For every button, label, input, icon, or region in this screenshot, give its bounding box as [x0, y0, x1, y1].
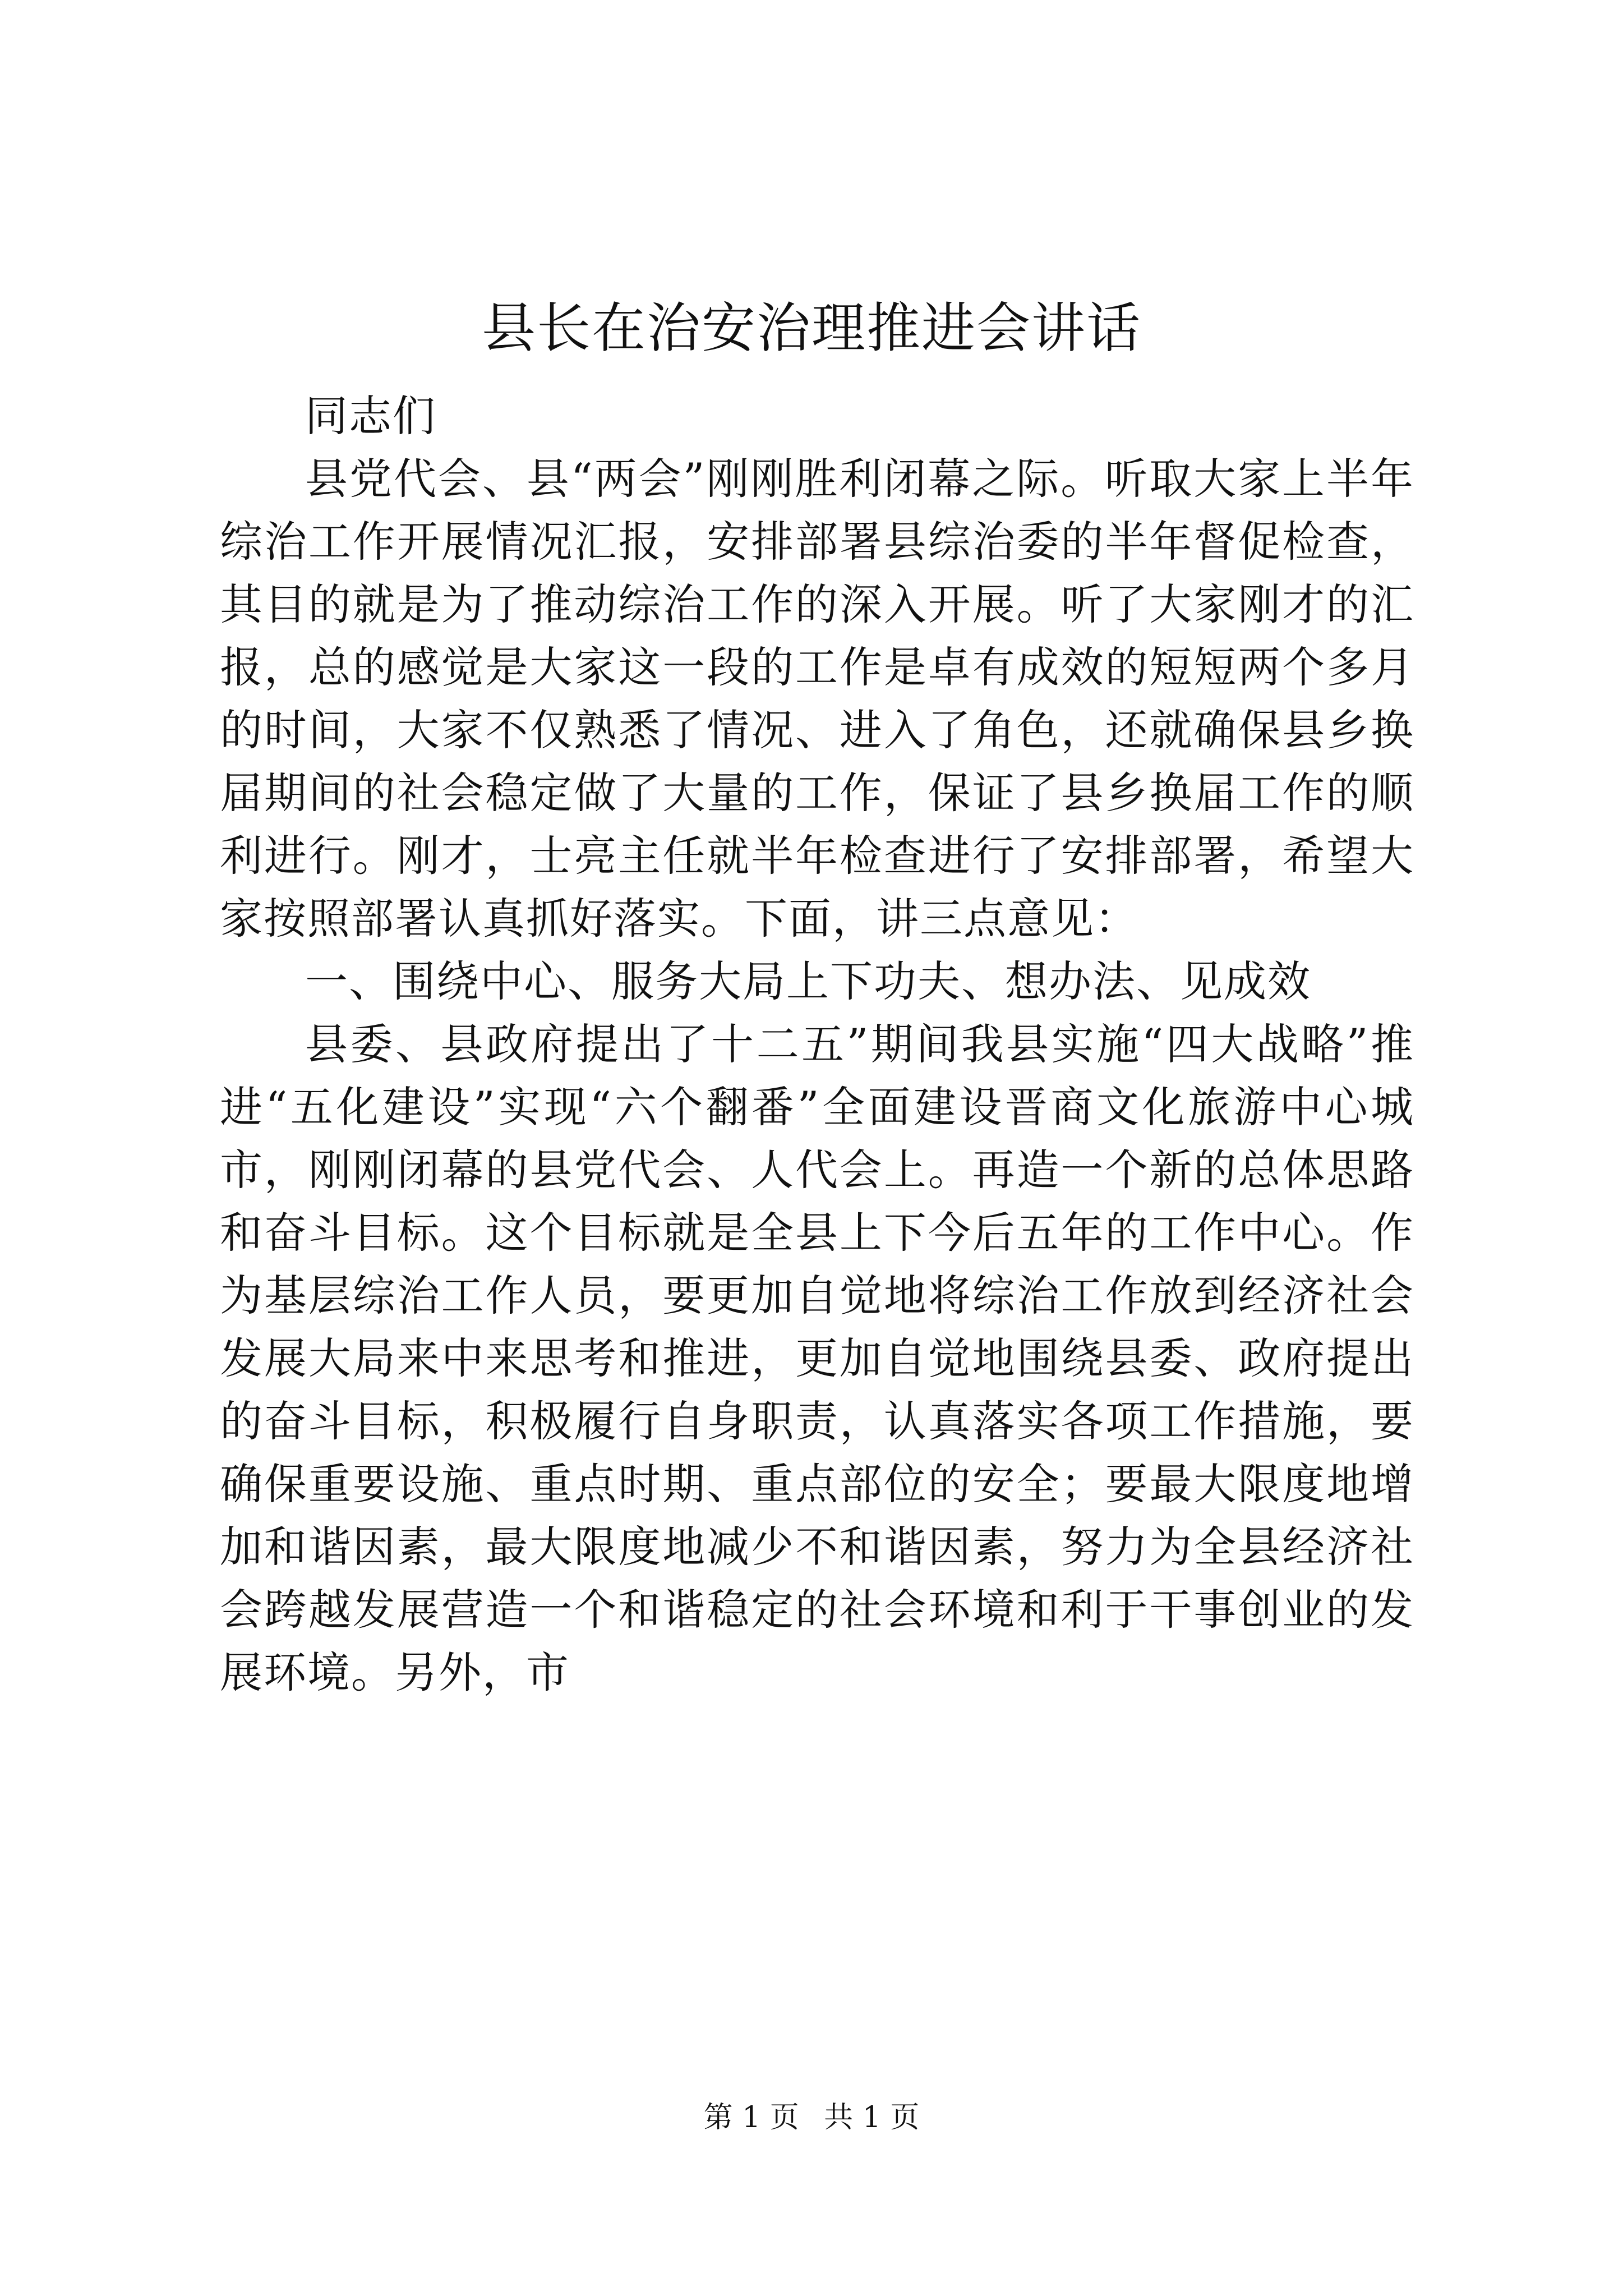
page-total: 共 1 页: [824, 2101, 920, 2134]
body-paragraph: 县委、县政府提出了十二五”期间我县实施“四大战略”推进“五化建设”实现“六个翻番”全面建设晋商文化旅游中心城市，刚刚闭幕的县党代会、人代会上。再造一个新的总体思路和奋斗目标。这个目标就是全县上下今后五年的工作中心。作为基层综治工作人员，要更加自觉地将综治工作放到经济社会发展大局来中来思考和推进，更加自觉地围绕县委、政府提出的奋斗目标，积极履行自身职责，认真落实各项工作措施，要确保重要设施、重点时期、重点部位的安全；要最大限度地增加和谐因素，最大限度地减少不和谐因素，努力为全县经济社会跨越发展营造一个和谐稳定的社会环境和利于干事创业的发展环境。另外，市: [220, 1019, 1414, 1697]
body-paragraph: 县党代会、县“两会”刚刚胜利闭幕之际。听取大家上半年综治工作开展情况汇报，安排部署县综治委的半年督促检查，其目的就是为了推动综治工作的深入开展。听了大家刚才的汇报，总的感觉是大家这一段的工作是卓有成效的短短两个多月的时间，大家不仅熟悉了情况、进入了角色，还就确保县乡换届期间的社会稳定做了大量的工作，保证了县乡换届工作的顺利进行。刚才，士亮主任就半年检查进行了安排部署，希望大家按照部署认真抓好落实。下面，讲三点意见：: [220, 454, 1414, 944]
page-footer: [0, 2095, 1623, 2140]
salutation-paragraph: 同志们: [305, 391, 436, 441]
document-body: [220, 385, 1414, 1704]
document-title: 县长在治安治理推进会讲话: [482, 297, 1141, 360]
section-heading: 一、围绕中心、服务大局上下功夫、想办法、见成效: [305, 956, 1311, 1006]
page-number: 第 1 页: [703, 2101, 799, 2134]
